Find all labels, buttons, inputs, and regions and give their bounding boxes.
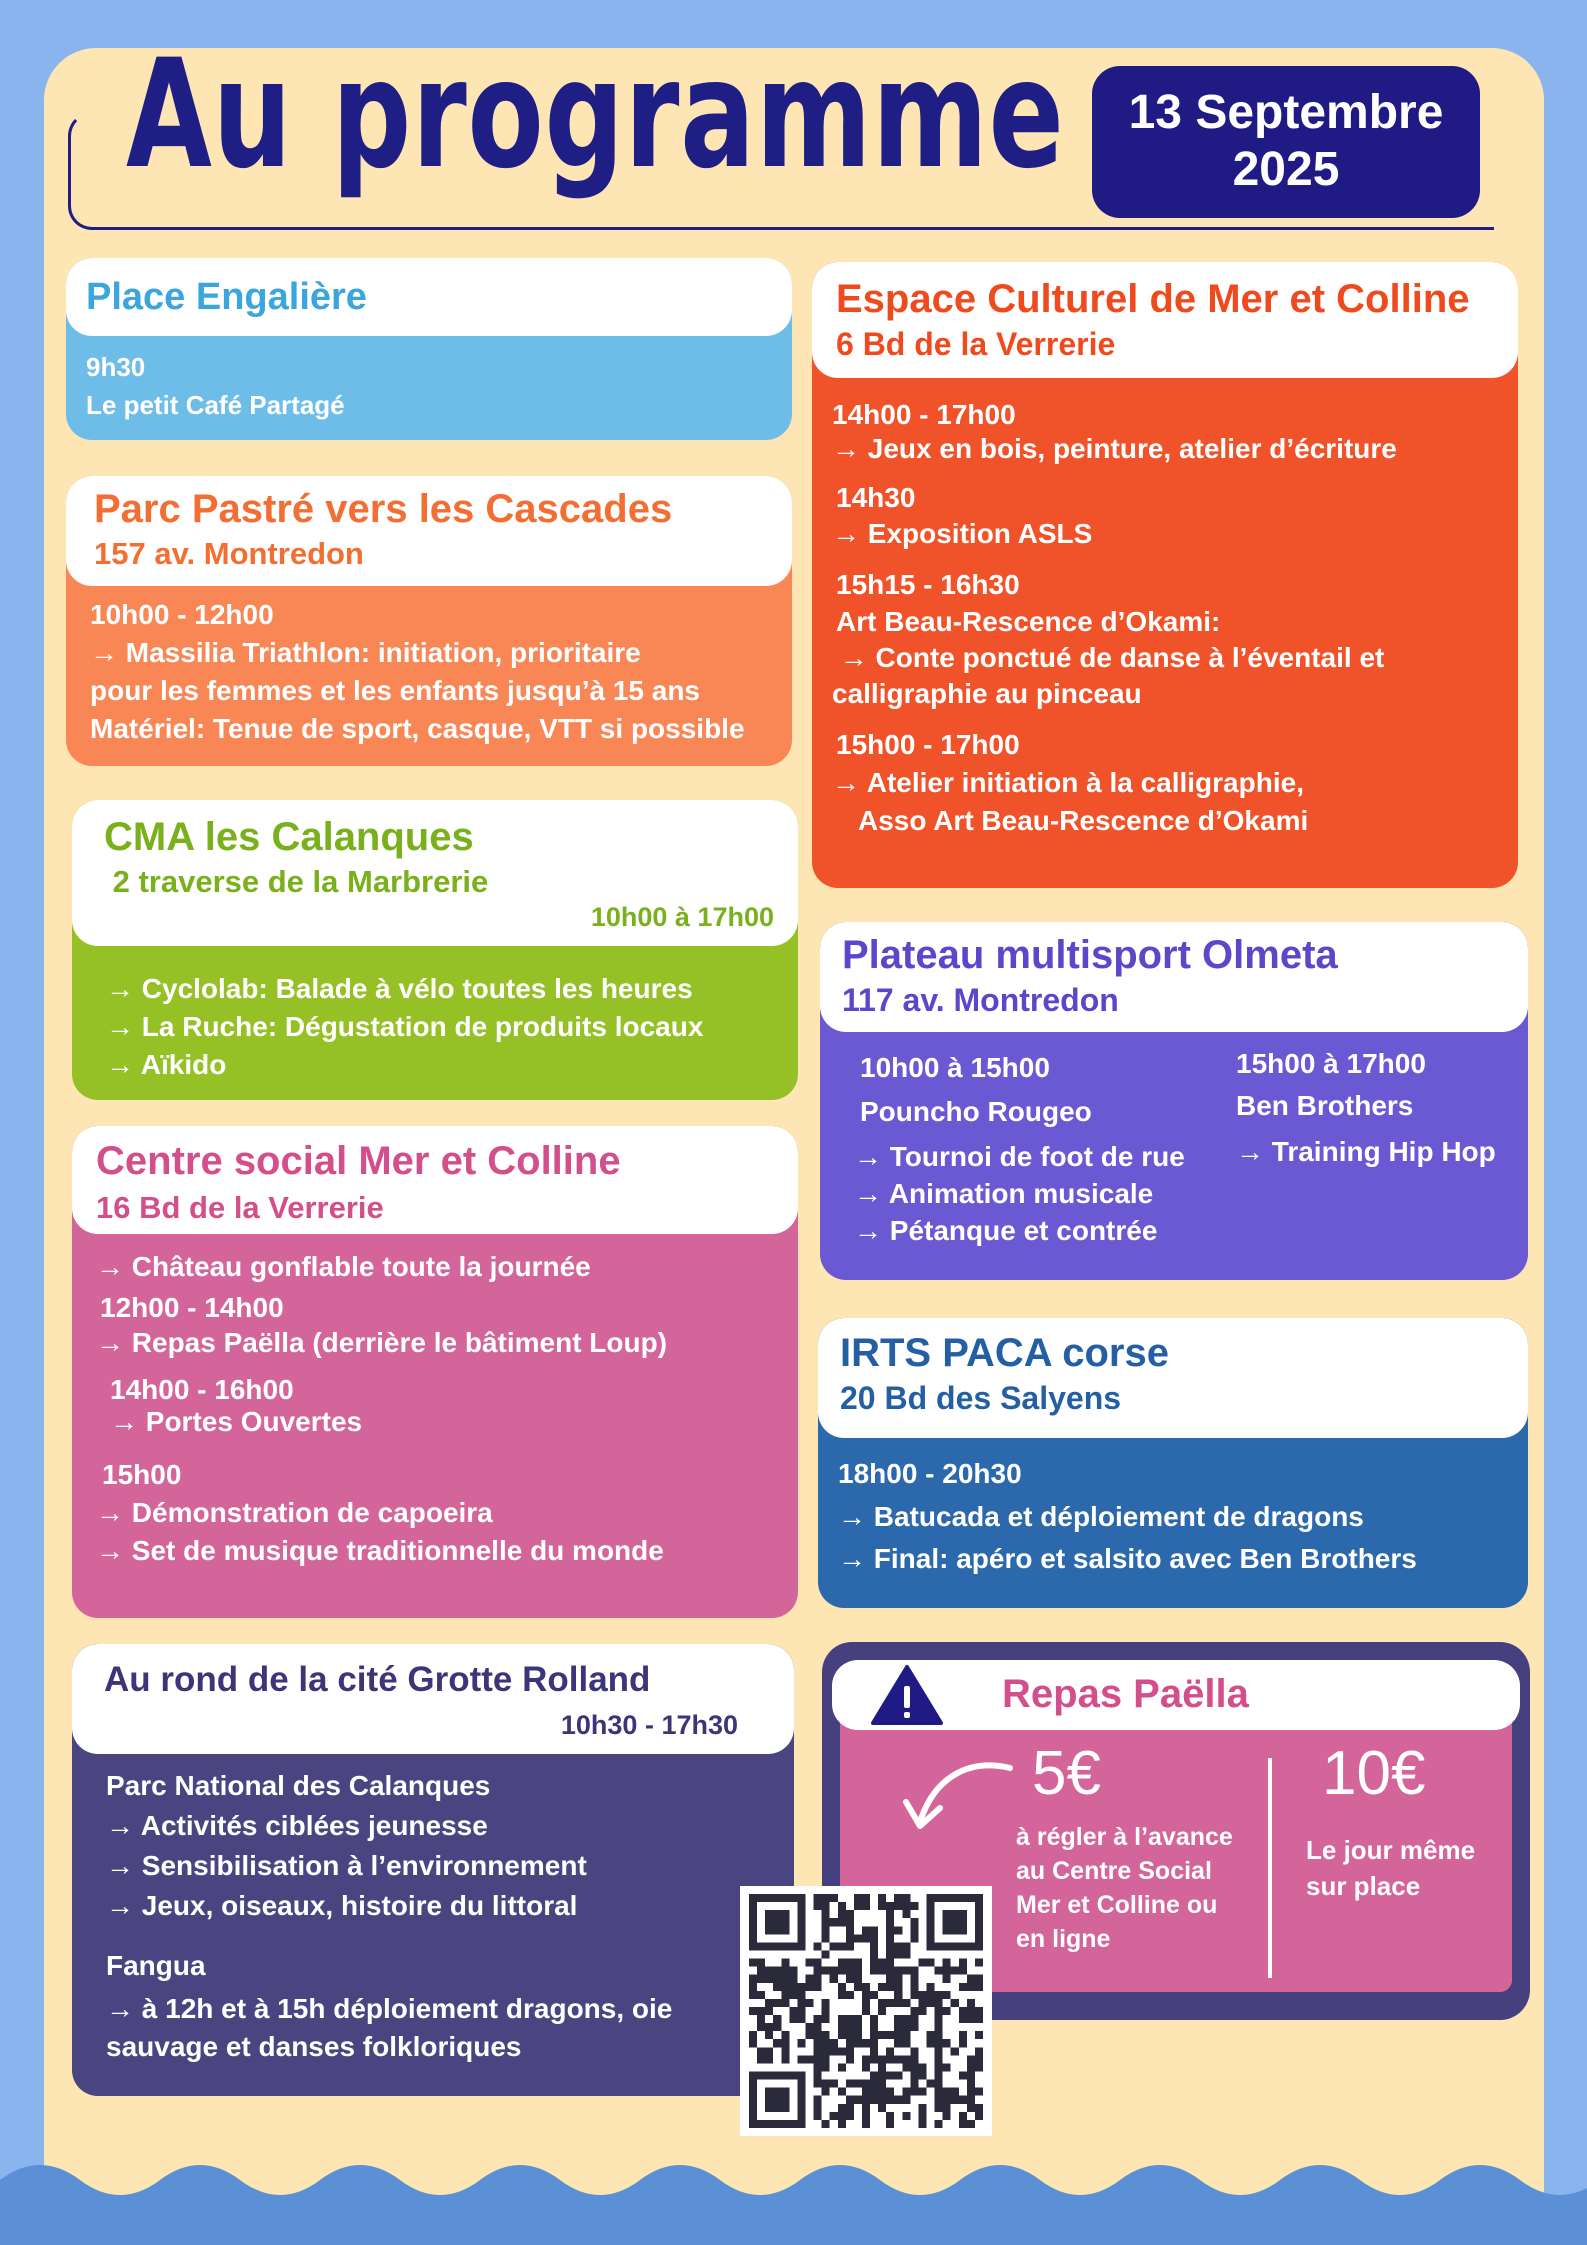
time-label: 12h00 - 14h00 [100,1292,284,1323]
activity-line: → Repas Paëlla (derrière le bâtiment Loup) [96,1327,668,1358]
card-centre-social [72,1126,798,1618]
activity-line: → Pétanque et contrée [854,1215,1158,1246]
card-title: Place Engalière [86,276,367,318]
warning-icon [870,1664,944,1726]
price-10-euro: 10€ [1322,1739,1426,1808]
card-irts-paca [818,1318,1528,1608]
section-label: Parc National des Calanques [106,1770,491,1801]
activity-line: pour les femmes et les enfants jusqu’à 15 ans [90,675,700,706]
activity-line: → Exposition ASLS [832,518,1093,549]
activity-line: → Tournoi de foot de rue [854,1141,1185,1172]
activity-line: → Massilia Triathlon: initiation, prioritaire [90,637,641,668]
date-line-1: 13 Septembre [1128,86,1444,140]
time-label: 15h00 - 17h00 [836,729,1020,760]
activity-line: → Aïkido [106,1049,227,1080]
card-address: 157 av. Montredon [94,536,364,571]
card-address: 6 Bd de la Verrerie [836,326,1116,362]
activity-line: → La Ruche: Dégustation de produits locaux [106,1011,704,1042]
time-label: 10h30 - 17h30 [560,1710,738,1740]
activity-line: sauvage et danses folkloriques [106,2031,522,2062]
price-note-line: Le jour même [1306,1835,1476,1865]
activity-line: → Portes Ouvertes [110,1406,363,1437]
paella-header [832,1660,1520,1730]
activity-line: → Conte ponctué de danse à l’éventail et [832,642,1385,673]
time-label: 15h00 à 17h00 [1236,1048,1426,1079]
activity-line: → Atelier initiation à la calligraphie, [832,767,1304,798]
price-note-line: en ligne [1016,1925,1111,1953]
price-note-line: Mer et Colline ou [1016,1891,1218,1919]
card-title: CMA les Calanques [104,815,474,859]
activity-line: Asso Art Beau-Rescence d’Okami [858,805,1309,836]
activity-line: → Training Hip Hop [1236,1136,1496,1167]
card-title: Centre social Mer et Colline [96,1139,621,1183]
time-label: 15h15 - 16h30 [836,569,1020,600]
card-address: 16 Bd de la Verrerie [96,1190,384,1225]
card-title: Espace Culturel de Mer et Colline [836,277,1470,321]
card-parc-pastre [66,476,792,766]
activity-line: calligraphie au pinceau [832,678,1142,709]
activity-line: → Activités ciblées jeunesse [106,1810,488,1841]
date-badge [1092,66,1480,218]
card-title: Au rond de la cité Grotte Rolland [104,1660,651,1699]
time-label: 15h00 [102,1459,182,1490]
activity-line: → Final: apéro et salsito avec Ben Brothers [838,1543,1417,1574]
activity-line: → Batucada et déploiement de dragons [838,1501,1364,1532]
curved-arrow-icon [898,1750,1018,1840]
card-plateau-multisport [820,922,1528,1280]
time-label: 10h00 à 15h00 [860,1052,1050,1083]
activity-line: → à 12h et à 15h déploiement dragons, oie [106,1993,673,2024]
activity-line: → Sensibilisation à l’environnement [106,1850,587,1881]
performer-name: Pouncho Rougeo [860,1096,1092,1127]
activity-line: Le petit Café Partagé [86,390,345,420]
card-address: 20 Bd des Salyens [840,1380,1122,1416]
waves-decoration [0,2150,1587,2245]
price-note-line: à régler à l’avance [1016,1823,1233,1851]
activity-line: → Jeux, oiseaux, histoire du littoral [106,1890,578,1921]
card-place-engaliere [66,258,792,440]
time-label: 9h30 [86,352,146,382]
page-title: Au programme [126,28,1065,202]
card-address: 117 av. Montredon [842,982,1119,1018]
activity-line: → Animation musicale [854,1178,1154,1209]
price-note-line: sur place [1306,1871,1421,1901]
card-title: Parc Pastré vers les Cascades [94,487,673,531]
activity-line: → Démonstration de capoeira [96,1497,493,1528]
date-line-2: 2025 [1232,143,1340,196]
time-label: 10h00 - 12h00 [90,599,274,630]
activity-line: → Cyclolab: Balade à vélo toutes les heures [106,973,693,1004]
card-title: IRTS PACA corse [840,1331,1169,1375]
card-cma-calanques [72,800,798,1100]
activity-line: → Jeux en bois, peinture, atelier d’écriture [832,433,1397,464]
card-title: Plateau multisport Olmeta [842,933,1338,977]
activity-line: Matériel: Tenue de sport, casque, VTT si possible [90,713,745,744]
time-label: 14h30 [836,482,916,513]
activity-line: → Château gonflable toute la journée [96,1251,591,1282]
time-label: 18h00 - 20h30 [838,1458,1022,1489]
performer-name: Ben Brothers [1236,1090,1414,1121]
price-5-euro: 5€ [1032,1739,1101,1808]
time-label: 10h00 à 17h00 [590,902,774,932]
time-label: 14h00 - 16h00 [110,1374,294,1405]
card-espace-culturel [812,262,1518,888]
price-divider [1268,1758,1272,1978]
paella-title: Repas Paëlla [1002,1672,1249,1716]
price-note-line: au Centre Social [1016,1857,1212,1885]
time-label: 14h00 - 17h00 [832,399,1016,430]
card-address: 2 traverse de la Marbrerie [104,864,489,899]
card-grotte-rolland [72,1644,794,2096]
activity-line: Art Beau-Rescence d’Okami: [836,606,1221,637]
activity-line: → Set de musique traditionnelle du monde [96,1535,664,1566]
section-label: Fangua [106,1950,206,1981]
